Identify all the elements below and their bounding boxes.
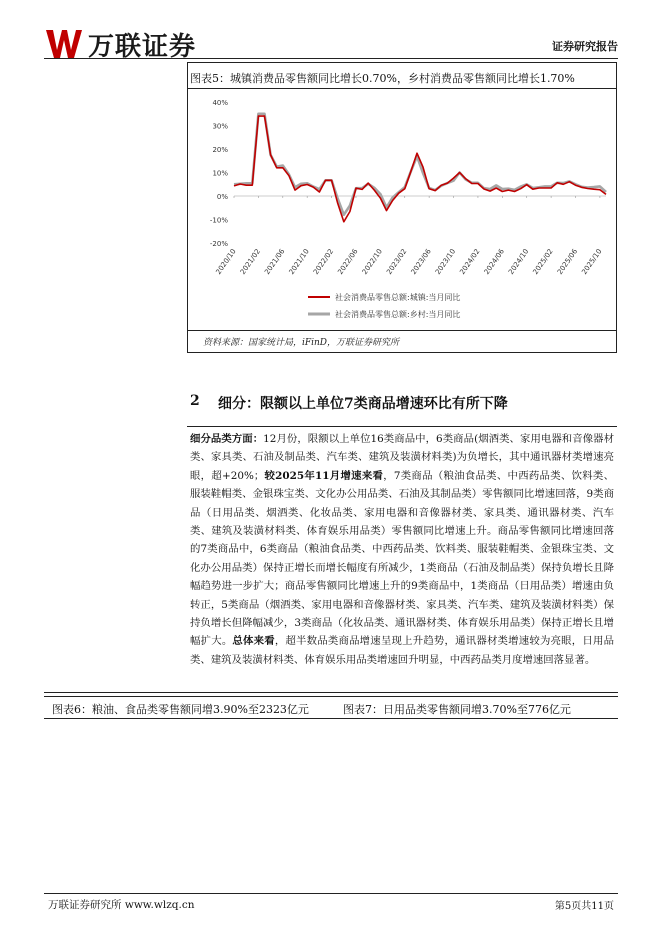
page-number: 第5页共11页 (554, 901, 614, 912)
paragraph-part-3: ，超半数品类商品增速呈现上升趋势，通讯器材类增速较为亮眼，日用品类、建筑及装潢材料类、体育娱乐用品类增速回升明显，中西药品类月度增速回落显著。 (190, 635, 614, 666)
x-tick-label: 2021/06 (263, 247, 287, 276)
y-tick-label: 30% (212, 122, 228, 131)
figure7-title: 图表7：日用品类零售额同增3.70%至776亿元 (343, 703, 571, 716)
x-tick-label: 2021/02 (238, 247, 263, 276)
x-tick-label: 2024/10 (507, 247, 531, 276)
section-heading (190, 393, 508, 413)
emphasis-1: 较2025年11月增速来看 (264, 469, 384, 482)
brand-name: 万联证券 (88, 31, 197, 62)
x-tick-label: 2020/10 (214, 247, 238, 276)
retail-growth-line-chart (188, 90, 616, 330)
emphasis-2: 总体来看 (232, 635, 275, 648)
y-tick-label: 20% (212, 146, 228, 154)
y-tick-label: 0% (216, 193, 228, 201)
figure5-title: 图表5：城镇消费品零售额同比增长0.70%，乡村消费品零售额同比增长1.70% (190, 72, 575, 85)
section-number: 2 (190, 393, 200, 409)
x-tick-label: 2025/02 (531, 247, 555, 276)
x-tick-label: 2023/10 (433, 247, 458, 276)
figures-top-divider (44, 696, 618, 697)
y-tick-label: 40% (212, 99, 228, 107)
figure5-source-divider (188, 330, 616, 331)
y-tick-label: 10% (212, 169, 228, 178)
header-divider (44, 58, 618, 59)
y-tick-label: -20% (209, 240, 228, 248)
legend-label-rural: 社会消费品零售总额:乡村:当月同比 (335, 310, 461, 319)
figures-bottom-divider (44, 718, 618, 719)
figure6-title: 图表6：粮油、食品类零售额同增3.90%至2323亿元 (52, 703, 309, 716)
y-tick-label: -10% (209, 216, 228, 225)
section-divider (187, 426, 617, 427)
section-title: 细分：限额以上单位7类商品增速环比有所下降 (218, 396, 508, 412)
x-tick-label: 2025/06 (555, 247, 580, 276)
figure5-title-divider (188, 88, 616, 89)
intro-label: 细分品类方面： (190, 433, 264, 445)
x-tick-label: 2022/10 (360, 247, 384, 276)
x-tick-label: 2022/06 (336, 247, 360, 276)
paragraph-part-2: ，7类商品（粮油食品类、中西药品类、饮料类、服装鞋帽类、金银珠宝类、文化办公用品类、石油及其制品类）零售额同比增速回落，9类商品（日用品类、烟酒类、化妆品类、家用电器和音像器材类、家具类、通讯器材类、汽车类、建筑及装潢材料类、体育娱乐用品类）零售额同比增速上升。商品零售额同比增速回落的7类商品中，6类商品（粮油食品类、中西药品类、饮料类、服装鞋帽类、金银珠宝类、文化办公用品类）保持正增长而增长幅度有所减少，1类商品（石油及制品类）保持负增长且降幅趋势进一步扩大；商品零售额同比增速上升的9类商品中，1类商品（日用品类）增速由负转正，5类商品（烟酒类、家用电器和音像器材类、家具类、汽车类、建筑及装潢材料类）保持负增长但降幅减少，3类商品（化妆品类、通讯器材类、体育娱乐用品类）保持正增长且增幅扩大。 (190, 469, 614, 648)
x-tick-label: 2024/06 (482, 247, 506, 276)
footer-institute: 万联证券研究所 www.wlzq.cn (48, 899, 195, 911)
x-tick-label: 2023/02 (385, 247, 409, 276)
x-tick-label: 2025/10 (580, 247, 604, 276)
logo-w-icon (44, 26, 84, 62)
footer-divider (44, 893, 618, 894)
paragraph-part-1: 12月份，限额以上单位16类商品中，6类商品(烟酒类、家用电器和音像器材类、家具类、石油及制品类、汽车类、建筑及装潢材料类)为负增长，其中通讯器材类增速亮眼，超+20%； (190, 433, 615, 482)
x-tick-label: 2024/02 (458, 247, 482, 276)
series-line-rural (234, 114, 606, 215)
doc-type-label: 证券研究报告 (552, 40, 618, 53)
legend-label-urban: 社会消费品零售总额:城镇:当月同比 (335, 293, 461, 302)
x-tick-label: 2023/06 (409, 247, 433, 276)
figure5-source: 资料来源：国家统计局，iFinD，万联证券研究所 (203, 338, 400, 348)
series-line-urban (234, 116, 606, 222)
body-paragraph (190, 430, 614, 669)
body-divider (44, 692, 618, 693)
x-tick-label: 2021/10 (287, 247, 311, 276)
x-tick-label: 2022/02 (311, 247, 336, 276)
